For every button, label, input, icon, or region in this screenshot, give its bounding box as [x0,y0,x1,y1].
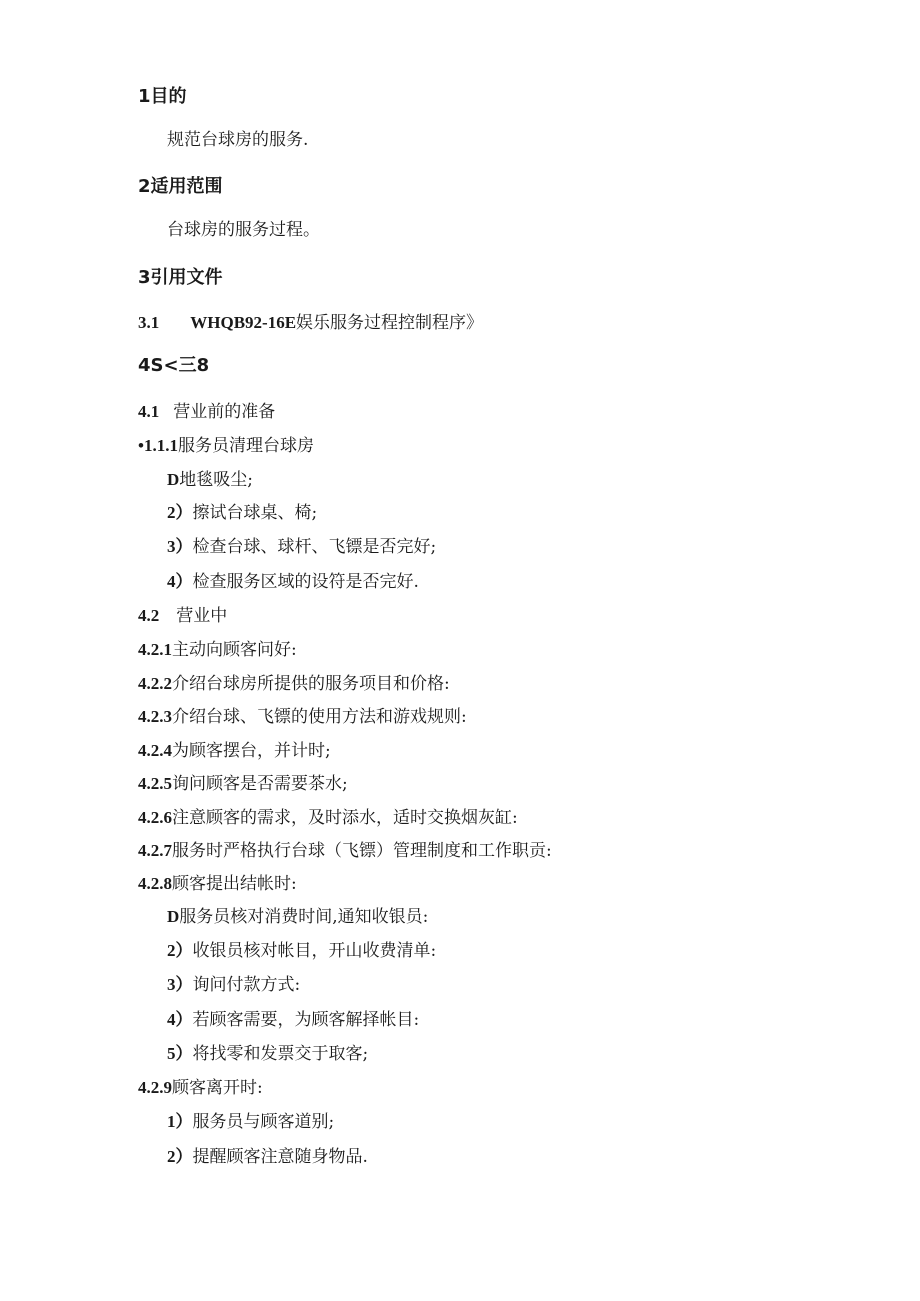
item-4-2-5 [138,773,348,795]
checkout-item-text: 收银员核对帐目，开山收费清单: [192,941,437,961]
reference-text: 娱乐服务过程控制程序》 [296,313,484,333]
reference-number: 3.1 [138,313,160,332]
checkout-item-number: 4） [167,1010,193,1029]
leave-item-text: 服务员与顾客道别; [192,1112,335,1132]
checkout-item [167,940,436,962]
item-number: 4.2.2 [138,674,172,693]
checkout-item [167,1043,368,1065]
prep-item [167,469,253,491]
checkout-item-number: 3） [167,975,193,994]
subsection-text: 营业前的准备 [173,402,276,422]
item-4-2-4 [138,740,331,762]
prep-item-text: 地毯吸尘; [179,470,254,490]
prep-item-text: 检查服务区域的设符是否完好. [192,572,419,592]
item-text: 注意顾客的需求，及时添水，适时交换烟灰缸: [172,808,518,828]
checkout-item-text: 询问付款方式: [192,975,301,995]
item-4-2-7 [138,840,552,862]
item-number: 4.2.3 [138,707,172,726]
item-4-2-2 [138,673,450,695]
item-text: 为顾客摆台，并计时; [172,741,331,761]
subsection-4-2 [138,605,227,627]
subsection-number: 4.1 [138,402,160,421]
item-text: 询问顾客是否需要茶水; [172,774,348,794]
checkout-item [167,974,300,996]
item-number: 4.2.6 [138,808,172,827]
subsection-4-1 [138,401,275,423]
item-4-2-3 [138,706,467,728]
checkout-item-number: 5） [167,1044,193,1063]
item-number: 4.2.1 [138,640,172,659]
prep-item-number: D [167,470,180,489]
item-4-2-6 [138,807,518,829]
item-number: 4.2.5 [138,774,172,793]
checkout-item [167,906,428,928]
prep-item-text: 检查台球、球杆、飞镖是否完好; [192,537,437,557]
reference-3-1 [138,312,483,334]
prep-item [167,502,317,524]
prep-item [167,536,436,558]
section-4-title: 4S<三8 [138,355,210,376]
item-4-2-9 [138,1077,263,1099]
section-2-title: 2适用范围 [138,176,223,197]
prep-item-number: 2） [167,503,193,522]
checkout-item-text: 若顾客需要，为顾客解择帐目: [192,1010,420,1030]
section-1-title: 1目的 [138,86,187,107]
leave-item [167,1111,334,1133]
item-number: 4.2.4 [138,741,172,760]
checkout-item-number: 2） [167,941,193,960]
checkout-item-text: 服务员核对消费时间,通知收银员: [179,907,429,927]
reference-code: WHQB92-16E [190,313,297,332]
item-text: 顾客提出结帐时: [172,874,297,894]
item-text: 介绍台球、飞镖的使用方法和游戏规则: [172,707,467,727]
section-3-title: 3引用文件 [138,267,223,288]
subsection-text: 营业中 [176,606,228,626]
item-number: •1.1.1 [138,436,178,455]
item-text: 服务时严格执行台球（飞镖）管理制度和工作职贡: [172,841,552,861]
item-number: 4.2.7 [138,841,172,860]
item-text: 介绍台球房所提供的服务项目和价格: [172,674,450,694]
checkout-item-number: D [167,907,180,926]
item-number: 4.2.8 [138,874,172,893]
prep-item-number: 4） [167,572,193,591]
checkout-item-text: 将找零和发票交于取客; [192,1044,369,1064]
leave-item [167,1146,368,1168]
leave-item-number: 1） [167,1112,193,1131]
prep-item-number: 3） [167,537,193,556]
section-2-body: 台球房的服务过程。 [167,220,320,240]
checkout-item [167,1009,419,1031]
item-text: 顾客离开时: [172,1078,263,1098]
item-number: 4.2.9 [138,1078,172,1097]
item-4-2-8 [138,873,297,895]
item-text: 服务员清理台球房 [177,436,314,456]
item-text: 主动向顾客问好: [172,640,297,660]
leave-item-number: 2） [167,1147,193,1166]
prep-item [167,571,419,593]
prep-item-text: 擦试台球桌、椅; [192,503,318,523]
item-4-1-1 [138,435,314,457]
leave-item-text: 提醒顾客注意随身物品. [192,1147,368,1167]
section-1-body: 规范台球房的服务. [167,130,309,150]
subsection-number: 4.2 [138,606,160,625]
item-4-2-1 [138,639,297,661]
